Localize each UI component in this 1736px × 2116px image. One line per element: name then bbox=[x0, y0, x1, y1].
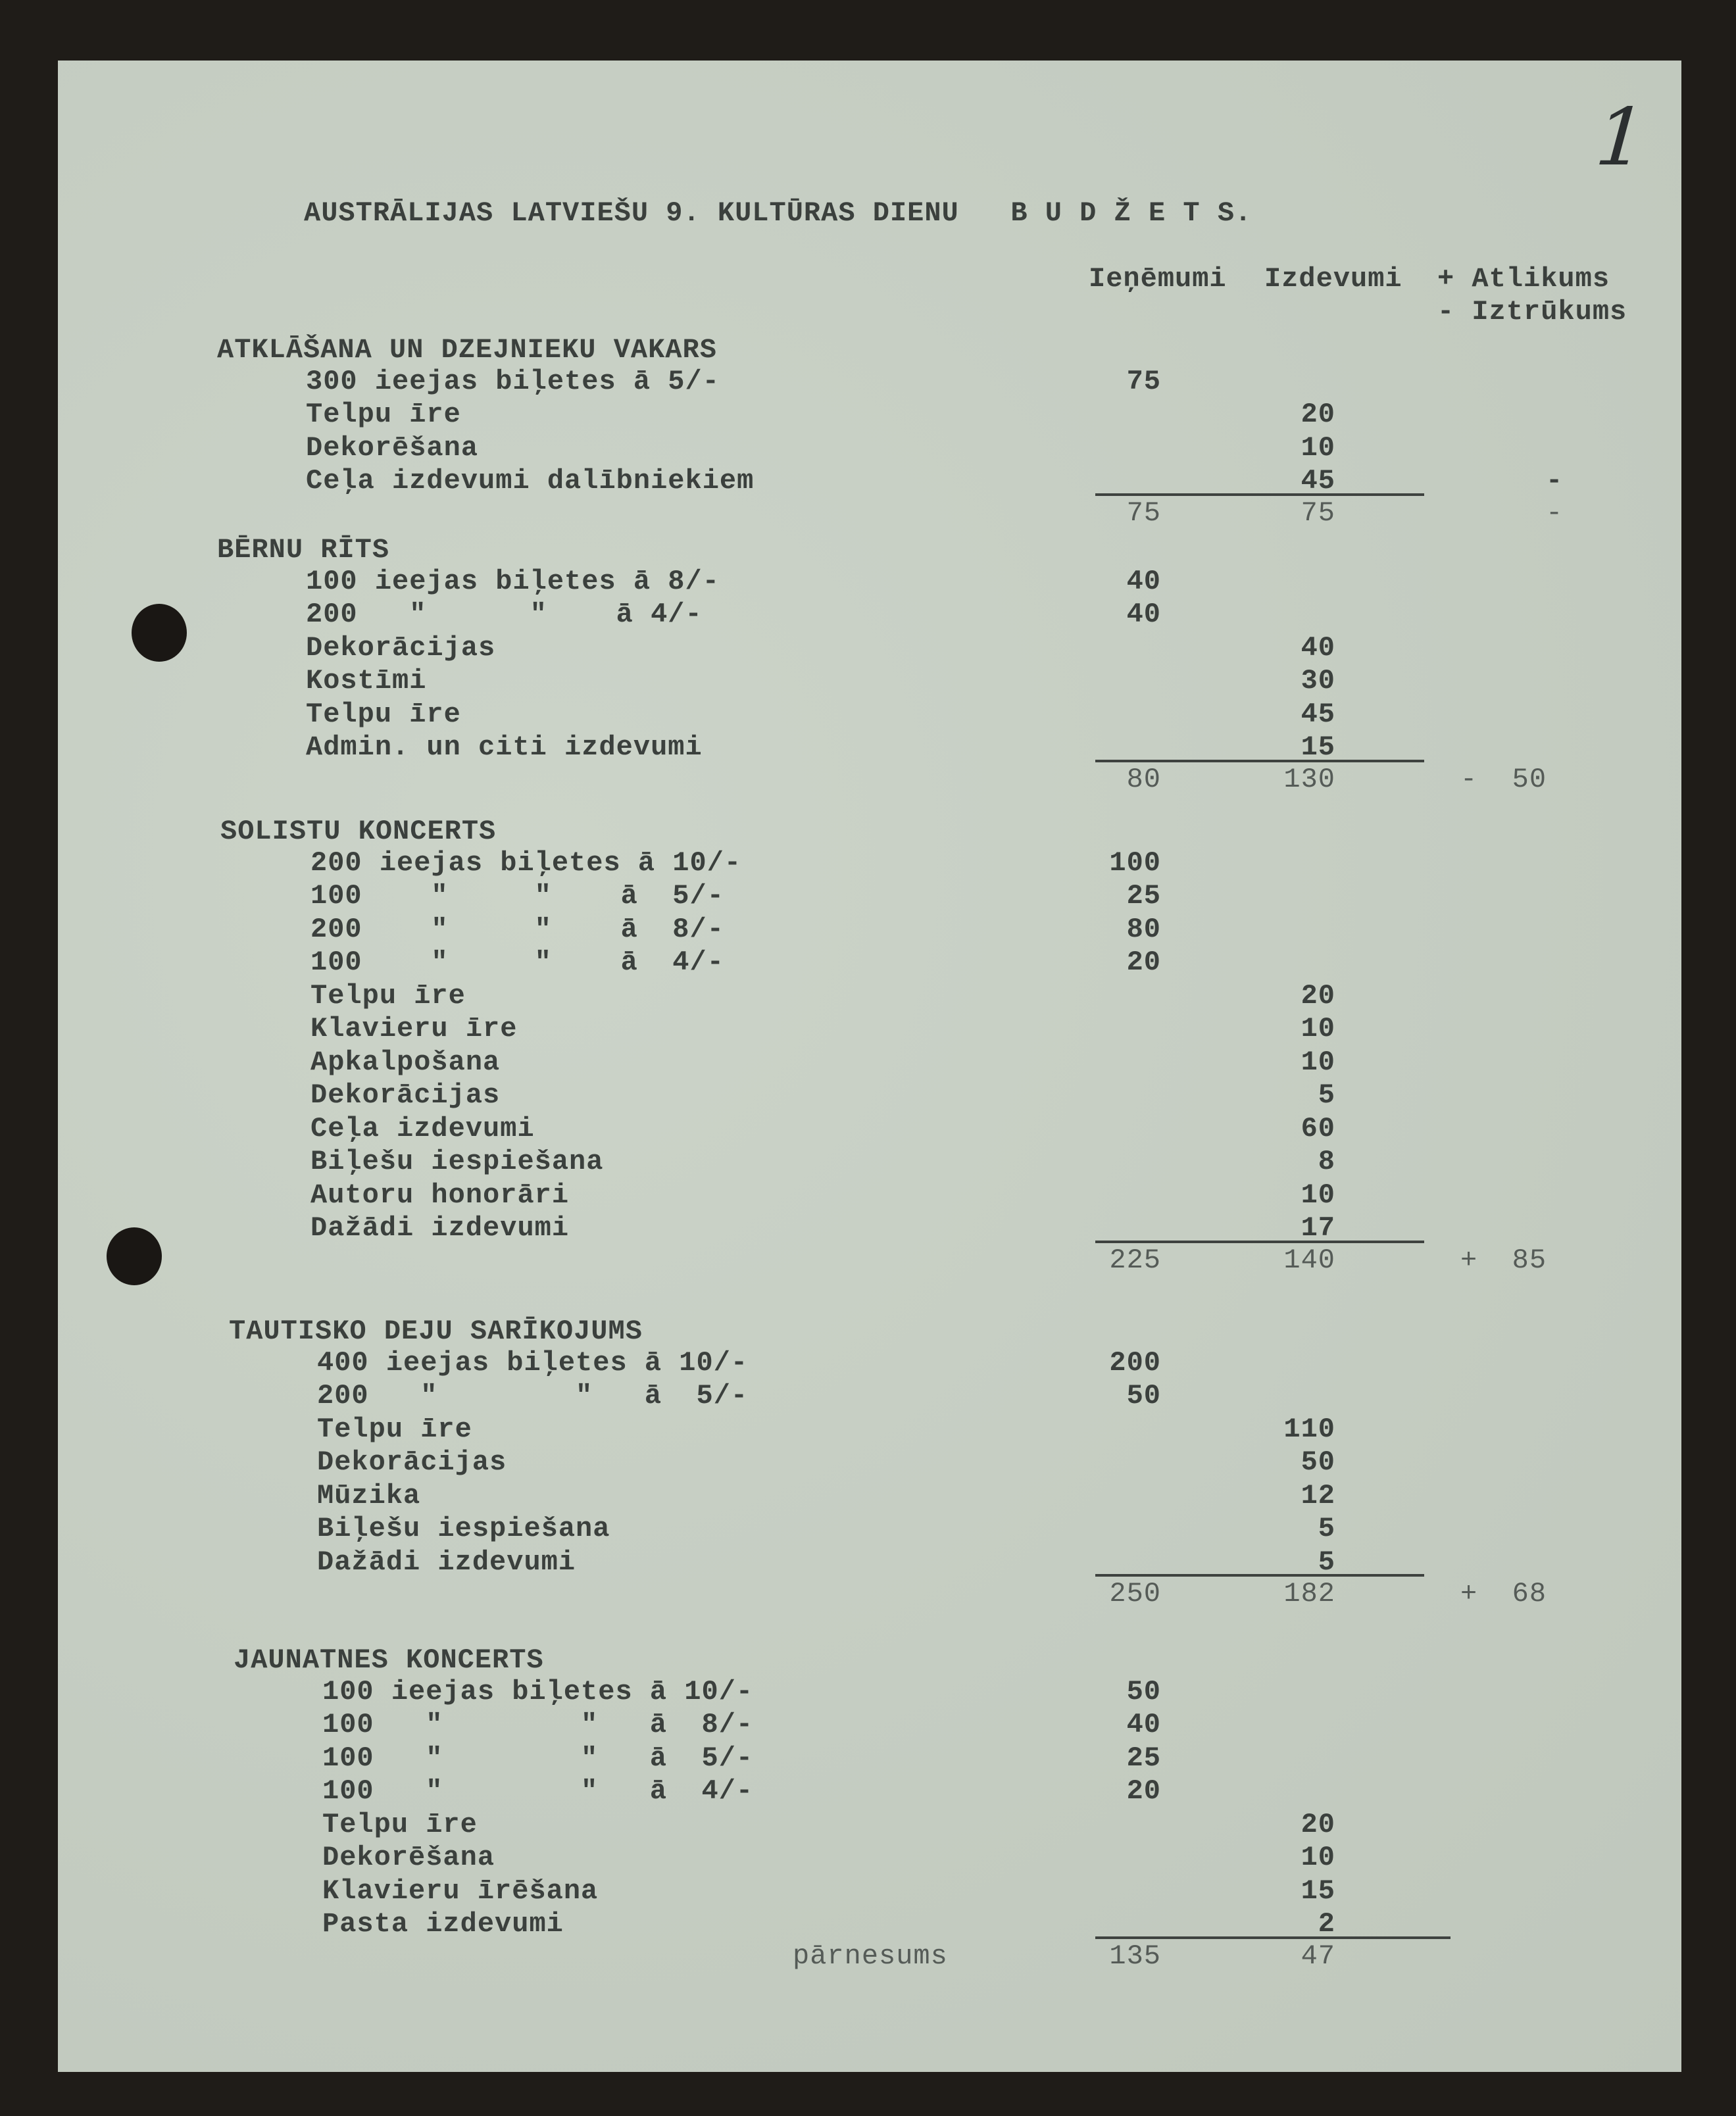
line-item-label: Biļešu iespiešana bbox=[310, 1146, 604, 1178]
line-item-income: 40 bbox=[1126, 1709, 1161, 1741]
section-total-income: 80 bbox=[1126, 763, 1161, 795]
line-item-label: Telpu īre bbox=[310, 979, 466, 1012]
line-item-income: 40 bbox=[1126, 599, 1161, 631]
line-item-label: 100 " " ā 5/- bbox=[322, 1742, 754, 1774]
section-heading: TAUTISKO DEJU SARĪKOJUMS bbox=[229, 1316, 643, 1347]
line-item-expense: 45 bbox=[1301, 465, 1335, 497]
line-item-expense: 20 bbox=[1301, 399, 1335, 431]
line-item-label: 100 " " ā 4/- bbox=[322, 1775, 754, 1808]
line-item-income: 50 bbox=[1126, 1380, 1161, 1412]
line-item-income: 75 bbox=[1126, 365, 1161, 397]
line-item-expense: 15 bbox=[1301, 1875, 1335, 1907]
line-item-expense: 40 bbox=[1301, 631, 1335, 664]
line-item-income: 20 bbox=[1126, 1775, 1161, 1808]
section-total-balance: + 68 bbox=[1460, 1578, 1547, 1610]
line-item-label: 200 " " ā 8/- bbox=[310, 913, 724, 945]
line-item-expense: 60 bbox=[1301, 1112, 1335, 1144]
line-item-label: 300 ieejas biļetes ā 5/- bbox=[306, 365, 720, 397]
line-item-expense: 10 bbox=[1301, 1046, 1335, 1078]
punch-hole bbox=[107, 1227, 162, 1285]
handwritten-page-number: 1 bbox=[1583, 92, 1658, 184]
line-item-label: Pasta izdevumi bbox=[322, 1908, 564, 1940]
line-item-expense: 17 bbox=[1301, 1212, 1335, 1244]
line-item-label: Admin. un citi izdevumi bbox=[306, 731, 703, 764]
line-item-label: Dekorācijas bbox=[306, 631, 496, 664]
line-item-label: Apkalpošana bbox=[310, 1046, 501, 1078]
carry-forward-label: pārnesums bbox=[793, 1940, 948, 1972]
line-item-label: Dekorācijas bbox=[310, 1079, 501, 1112]
section-total-income: 75 bbox=[1126, 497, 1161, 529]
section-heading: BĒRNU RĪTS bbox=[217, 534, 390, 566]
line-item-label: 100 " " ā 5/- bbox=[310, 880, 724, 912]
line-item-income: 20 bbox=[1126, 947, 1161, 979]
line-item-label: 100 " " ā 8/- bbox=[322, 1709, 754, 1741]
line-item-label: 200 " " ā 5/- bbox=[317, 1380, 749, 1412]
line-item-expense: 50 bbox=[1301, 1446, 1335, 1479]
line-item-label: Mūzika bbox=[317, 1479, 421, 1512]
line-item-income: 25 bbox=[1126, 880, 1161, 912]
line-item-expense: 10 bbox=[1301, 431, 1335, 464]
column-header-expense: Izdevumi bbox=[1264, 263, 1402, 295]
line-item-label: Dekorēšana bbox=[306, 431, 479, 464]
line-item-balance: - bbox=[1546, 465, 1564, 497]
line-item-expense: 20 bbox=[1301, 1808, 1335, 1840]
line-item-label: Autoru honorāri bbox=[310, 1179, 570, 1211]
line-item-income: 100 bbox=[1109, 847, 1161, 879]
line-item-label: Kostīmi bbox=[306, 665, 427, 697]
section-heading: SOLISTU KONCERTS bbox=[220, 816, 497, 847]
total-rule bbox=[1095, 493, 1424, 496]
section-total-expense: 182 bbox=[1283, 1578, 1335, 1610]
line-item-expense: 2 bbox=[1318, 1908, 1335, 1940]
line-item-label: Telpu īre bbox=[306, 399, 461, 431]
line-item-expense: 5 bbox=[1318, 1513, 1335, 1545]
line-item-label: Biļešu iespiešana bbox=[317, 1513, 610, 1545]
column-header-income: Ieņēmumi bbox=[1089, 263, 1227, 295]
line-item-income: 80 bbox=[1126, 913, 1161, 945]
line-item-label: Telpu īre bbox=[322, 1808, 478, 1840]
line-item-expense: 45 bbox=[1301, 698, 1335, 730]
line-item-expense: 10 bbox=[1301, 1842, 1335, 1874]
line-item-income: 50 bbox=[1126, 1675, 1161, 1708]
section-heading: ATKLĀŠANA UN DZEJNIEKU VAKARS bbox=[217, 334, 717, 366]
line-item-income: 25 bbox=[1126, 1742, 1161, 1774]
line-item-expense: 10 bbox=[1301, 1179, 1335, 1211]
line-item-expense: 30 bbox=[1301, 665, 1335, 697]
column-header-surplus: + Atlikums bbox=[1437, 263, 1610, 295]
column-header-deficit: - Iztrūkums bbox=[1437, 296, 1627, 328]
section-total-expense: 47 bbox=[1301, 1940, 1335, 1972]
line-item-label: Klavieru īre bbox=[310, 1013, 518, 1045]
line-item-label: 100 ieejas biļetes ā 10/- bbox=[322, 1675, 754, 1708]
line-item-expense: 12 bbox=[1301, 1479, 1335, 1512]
line-item-label: Dekorācijas bbox=[317, 1446, 507, 1479]
section-total-expense: 75 bbox=[1301, 497, 1335, 529]
line-item-label: Dažādi izdevumi bbox=[310, 1212, 570, 1244]
line-item-expense: 20 bbox=[1301, 979, 1335, 1012]
line-item-expense: 5 bbox=[1318, 1079, 1335, 1112]
line-item-label: 100 ieejas biļetes ā 8/- bbox=[306, 565, 720, 597]
line-item-label: 100 " " ā 4/- bbox=[310, 947, 724, 979]
line-item-label: Dažādi izdevumi bbox=[317, 1546, 576, 1578]
section-total-income: 135 bbox=[1109, 1940, 1161, 1972]
line-item-label: Dekorēšana bbox=[322, 1842, 495, 1874]
line-item-label: 200 " " ā 4/- bbox=[306, 599, 703, 631]
document-title: AUSTRĀLIJAS LATVIEŠU 9. KULTŪRAS DIENU B U D Ž E T S. bbox=[304, 197, 1252, 229]
section-total-balance: - 50 bbox=[1460, 763, 1547, 795]
line-item-label: Telpu īre bbox=[317, 1413, 472, 1445]
section-total-balance: + 85 bbox=[1460, 1244, 1547, 1276]
section-total-expense: 130 bbox=[1283, 763, 1335, 795]
line-item-label: Ceļa izdevumi dalībniekiem bbox=[306, 465, 755, 497]
line-item-expense: 15 bbox=[1301, 731, 1335, 764]
line-item-income: 200 bbox=[1109, 1346, 1161, 1379]
section-total-expense: 140 bbox=[1283, 1244, 1335, 1276]
line-item-expense: 10 bbox=[1301, 1013, 1335, 1045]
total-rule bbox=[1095, 760, 1424, 762]
section-total-income: 225 bbox=[1109, 1244, 1161, 1276]
line-item-label: Telpu īre bbox=[306, 698, 461, 730]
total-rule bbox=[1095, 1936, 1451, 1939]
total-rule bbox=[1095, 1574, 1424, 1577]
punch-hole bbox=[132, 604, 187, 662]
line-item-expense: 110 bbox=[1283, 1413, 1335, 1445]
section-total-income: 250 bbox=[1109, 1578, 1161, 1610]
total-rule bbox=[1095, 1241, 1424, 1243]
section-total-balance: - bbox=[1546, 497, 1564, 529]
line-item-label: 400 ieejas biļetes ā 10/- bbox=[317, 1346, 749, 1379]
section-heading: JAUNATNES KONCERTS bbox=[234, 1644, 544, 1676]
line-item-label: Ceļa izdevumi bbox=[310, 1112, 535, 1144]
line-item-expense: 5 bbox=[1318, 1546, 1335, 1578]
line-item-expense: 8 bbox=[1318, 1146, 1335, 1178]
line-item-label: Klavieru īrēšana bbox=[322, 1875, 599, 1907]
line-item-income: 40 bbox=[1126, 565, 1161, 597]
line-item-label: 200 ieejas biļetes ā 10/- bbox=[310, 847, 742, 879]
